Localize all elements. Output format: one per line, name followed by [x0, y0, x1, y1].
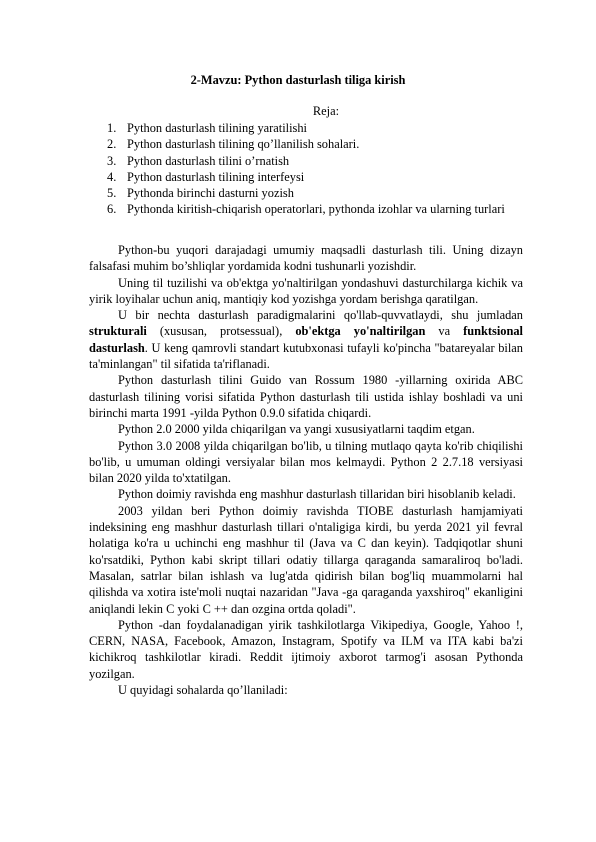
paragraph-definition: Python-bu yuqori darajadagi umumiy maqsadli dasturlash tili. Uning dizayn falsafasi muhim bo’shliqlar yordamida kodni tushunarli yozishdir.: [89, 243, 523, 274]
bold-term-functional: funktsional dasturlash: [89, 324, 523, 355]
plan-item-number: 4.: [107, 169, 117, 184]
bold-term-object-oriented: ob'ektga yo'naltirilgan: [295, 324, 426, 339]
plan-list: [107, 120, 523, 218]
document-title: 2-Mavzu: Python dasturlash tiliga kirish: [190, 73, 406, 87]
plan-item: [107, 185, 523, 201]
paragraph-popularity: Python doimiy ravishda eng mashhur dasturlash tillaridan biri hisoblanib keladi.: [118, 487, 516, 502]
plan-item: [107, 169, 523, 185]
paragraph-history: Python dasturlash tilini Guido van Rossum 1980 -yillarning oxirida ABC dasturlash tilining vorisi sifatida Python dasturlash tili ustida ishlay boshladi va uni birinchi marta 1991 -yilda Python 0.9.0 sifatida chiqardi.: [89, 373, 523, 420]
paragraph-text: U bir nechta dasturlash paradigmalarini qo'llab-quvvatlaydi, shu jumladan: [118, 308, 523, 323]
plan-item-number: 5.: [107, 186, 117, 201]
plan-item: [107, 201, 523, 217]
paragraph-organizations: Python -dan foydalanadigan yirik tashkilotlarga Vikipediya, Google, Yahoo !, CERN, NASA, Facebook, Amazon, Instagram, Spotify va ILM va ITA kabi ba'zi kichikroq tashkilotlar kiradi. Reddit ijtimoiy axborot tarmog'i asosan Pythonda yozilgan.: [89, 617, 523, 681]
document-body: [89, 242, 523, 698]
paragraph-tiobe: 2003 yildan beri Python doimiy ravishda TIOBE dasturlash hamjamiyati indeksining eng mashhur dasturlash tillari o'ntaligiga kirdi, bu yerda 2021 yil fevral holatiga ko'ra u uchinchi eng mashhur til (Java va C dan keyin). Tadqiqotlar shuni ko'rsatdiki, Python kabi skript tillari odatiy tillarga qaraganda samaraliroq bo'ladi. Masalan, satrlar bilan ishlash va lug'atda qidirish bilan bog'liq muammolarni hal qilishda va xotira iste'moli nuqtai nazaridan "Java -ga qaraganda yaxshiroq" ekanligini aniqlandi lekin C yoki C ++ dan ozgina ortda qoladi".: [89, 503, 523, 616]
paragraph-structure: Uning til tuzilishi va ob'ektga yo'naltirilgan yondashuvi dasturchilarga kichik va yirik loyihalar uchun aniq, mantiqiy kod yozishga yordam berishga qaratilgan.: [89, 275, 523, 306]
paragraph-text: . U keng qamrovli standart kutubxonasi tufayli ko'pincha "batareyalar bilan ta'minlangan" til sifatida ta'riflanadi.: [89, 340, 523, 372]
plan-item: [107, 153, 523, 169]
paragraph-python3: Python 3.0 2008 yilda chiqarilgan bo'lib, u tilning mutlaqo qayta ko'rib chiqilishi bo'lib, u umuman oldingi versiyalar bilan mos kelmaydi. Python 2 2.7.18 versiyasi bilan 2020 yilda to'xtatilgan.: [89, 438, 523, 486]
plan-item-text: Python dasturlash tilining interfeysi: [127, 169, 305, 184]
plan-item: [107, 136, 523, 152]
paragraph-python2: Python 2.0 2000 yilda chiqarilgan va yangi xususiyatlarni taqdim etgan.: [118, 422, 475, 437]
plan-label: Reja:: [312, 104, 340, 118]
plan-item-number: 1.: [107, 121, 117, 135]
bold-term-structural: strukturali: [89, 324, 147, 339]
plan-item-text: Python dasturlash tilining qo’llanilish sohalari.: [127, 137, 360, 152]
plan-item-number: 3.: [107, 153, 117, 168]
plan-item-text: Pythonda birinchi dasturni yozish: [127, 186, 294, 201]
plan-item-text: Python dasturlash tilining yaratilishi: [127, 121, 307, 135]
paragraph-areas-intro: U quyidagi sohalarda qo’llaniladi:: [118, 683, 288, 698]
paragraph-text: (xususan, protsessual),: [146, 324, 296, 339]
plan-item-text: Pythonda kiritish-chiqarish operatorlari, pythonda izohlar va ularning turlari: [127, 202, 505, 217]
plan-item-text: Python dasturlash tilini o’rnatish: [127, 153, 290, 168]
plan-item-number: 2.: [107, 137, 117, 152]
plan-item: [107, 120, 523, 136]
paragraph-paradigms: [89, 307, 523, 372]
plan-item-number: 6.: [107, 202, 117, 217]
paragraph-text: va: [425, 324, 464, 339]
